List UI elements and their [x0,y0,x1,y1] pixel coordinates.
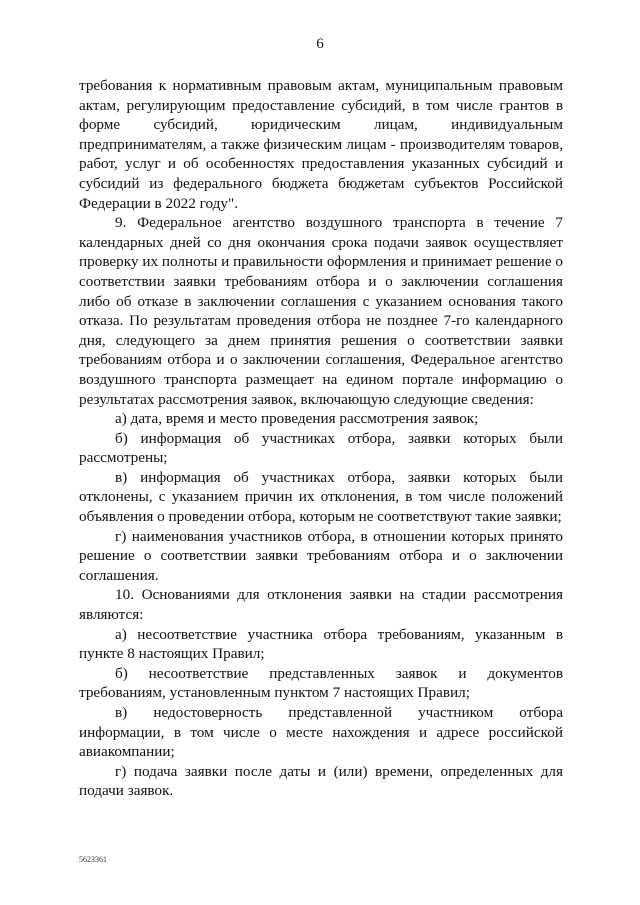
paragraph-item-10v: в) недостоверность представленной участником отбора информации, в том числе о месте нахождения и адресе российской авиакомпании; [79,704,563,761]
paragraph-item-9: 9. Федеральное агентство воздушного транспорта в течение 7 календарных дней со дня окончания срока подачи заявок осуществляет проверку их полноты и правильности оформления и принимает решение о соответствии заявки требованиям отбора и о заключении соглашения либо об отказе в заключении соглашения с указанием основания такого отказа. По результатам проведения отбора не позднее 7-го календарного дня, следующего за днем принятия решения о соответствии заявки требованиям отбора и о заключении соглашения, Федеральное агентство воздушного транспорта размещает на едином портале информацию о результатах рассмотрения заявок, включающую следующие сведения: [79,214,563,408]
paragraph-item-10b: б) несоответствие представленных заявок и документов требованиям, установленным пунктом 7 настоящих Правил; [79,664,563,702]
paragraph-item-9b: б) информация об участниках отбора, заявки которых были рассмотрены; [79,429,563,467]
document-code: 5623361 [79,855,107,864]
paragraph-item-10a: а) несоответствие участника отбора требованиям, указанным в пункте 8 настоящих Правил; [79,625,563,663]
paragraph-item-9v: в) информация об участниках отбора, заявки которых были отклонены, с указанием причин их отклонения, в том числе положений объявления о проведении отбора, которым не соответствуют такие заявки; [79,468,563,526]
paragraph-item-10g: г) подача заявки после даты и (или) времени, определенных для подачи заявок. [79,762,563,800]
document-body [79,76,563,801]
paragraph-continuation: требования к нормативным правовым актам, муниципальным правовым актам, регулирующим предоставление субсидий, в том числе грантов в форме субсидий, юридическим лицам, индивидуальным предпринимателям, а также физическим лицам - производителям товаров, работ, услуг и об особенностях предоставления указанных субсидий и субсидий из федерального бюджета бюджетам субъектов Российской Федерации в 2022 году". [79,77,563,212]
paragraph-item-10: 10. Основаниями для отклонения заявки на стадии рассмотрения являются: [79,586,563,624]
page-number: 6 [316,36,324,52]
paragraph-item-9a: а) дата, время и место проведения рассмотрения заявок; [115,410,479,428]
paragraph-item-9g: г) наименования участников отбора, в отношении которых принято решение о соответствии заявки требованиям отбора и о заключении соглашения. [79,527,563,584]
